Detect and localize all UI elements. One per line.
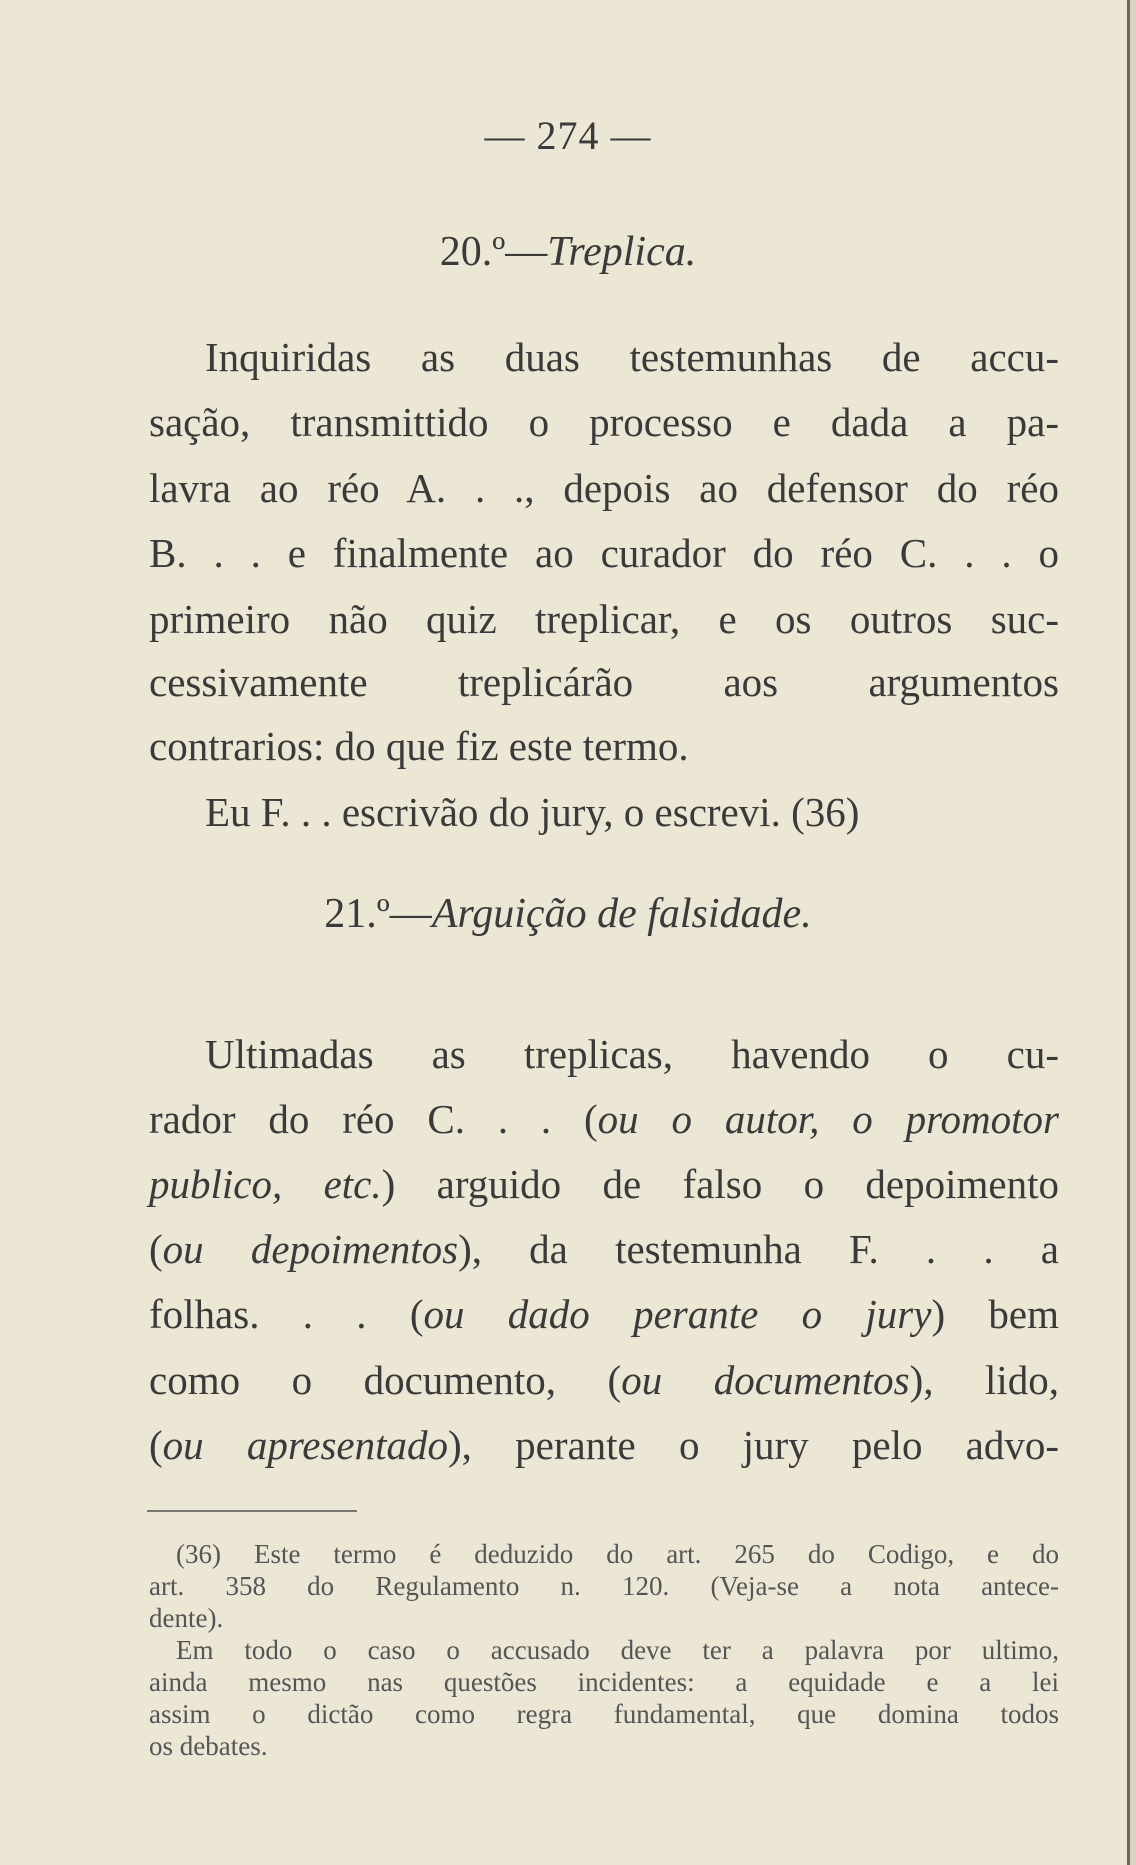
text-line <box>149 1350 1059 1410</box>
text-line <box>149 1415 1059 1475</box>
text-run: ), lido, <box>909 1357 1060 1403</box>
text-line <box>205 782 1059 842</box>
italic-text: publico, etc. <box>149 1161 382 1207</box>
text-run: ), da testemunha F. . . a <box>458 1226 1059 1272</box>
text-run: 20.º— <box>439 229 548 275</box>
text-run: Eu F. . . escrivão do jury, o escrevi. (36) <box>205 789 860 835</box>
italic-text: ou dado perante o jury <box>423 1291 932 1337</box>
text-line <box>205 1024 1059 1084</box>
text-run: Inquiridas as duas testemunhas de accu- <box>205 334 1059 380</box>
text-run: Ultimadas as treplicas, havendo o cu- <box>205 1031 1059 1077</box>
footnote-line: dente). <box>149 1603 224 1633</box>
text-line <box>149 652 1059 712</box>
text-line <box>149 458 1059 518</box>
footnote-line: assim o dictão como regra fundamental, que domina todos <box>149 1699 1059 1729</box>
italic-text: Arguição de falsidade. <box>431 891 812 937</box>
footnote-line: Em todo o caso o accusado deve ter a palavra por ultimo, <box>176 1635 1059 1665</box>
footnote-rule <box>147 1510 357 1512</box>
text-run: ( <box>149 1226 163 1272</box>
text-run: rador do réo C. . . ( <box>149 1096 598 1142</box>
text-run: ), perante o jury pelo advo- <box>448 1422 1059 1468</box>
italic-text: ou depoimentos <box>162 1226 459 1272</box>
text-run: ) arguido de falso o depoimento <box>381 1161 1059 1207</box>
page-number: — 274 — <box>484 113 652 158</box>
text-line <box>149 1284 1059 1344</box>
italic-text: ou apresentado <box>162 1422 449 1468</box>
text-run: como o documento, ( <box>149 1357 622 1403</box>
footnote-line: os debates. <box>149 1731 268 1761</box>
text-run: folhas. . . ( <box>149 1291 424 1337</box>
footnote-line: art. 358 do Regulamento n. 120. (Veja-se a nota antece- <box>149 1571 1059 1601</box>
text-run: ) bem <box>931 1291 1059 1337</box>
text-line <box>149 1089 1059 1149</box>
text-line <box>149 1219 1059 1279</box>
text-run: lavra ao réo A. . ., depois ao defensor do réo <box>149 465 1059 511</box>
italic-text: ou o autor, o promotor <box>597 1096 1059 1142</box>
text-run: sação, transmittido o processo e dada a pa- <box>149 399 1059 445</box>
section-heading <box>0 228 1136 276</box>
text-line <box>149 716 1059 776</box>
text-run: 21.º— <box>324 891 432 937</box>
footnote-line: ainda mesmo nas questões incidentes: a equidade e a lei <box>149 1667 1059 1697</box>
text-line <box>149 392 1059 452</box>
italic-text: Treplica. <box>547 229 697 275</box>
text-line <box>149 1154 1059 1214</box>
text-run: contrarios: do que fiz este termo. <box>149 723 689 769</box>
text-line <box>205 327 1059 387</box>
section-heading <box>0 890 1136 938</box>
text-line <box>149 589 1059 649</box>
italic-text: ou documentos <box>621 1357 910 1403</box>
text-line <box>149 523 1059 583</box>
text-run: B. . . e finalmente ao curador do réo C. . . o <box>149 530 1059 576</box>
text-run: primeiro não quiz treplicar, e os outros suc- <box>149 596 1059 642</box>
text-run: ( <box>149 1422 163 1468</box>
text-run: cessivamente treplicárão aos argumentos <box>149 659 1059 705</box>
footnote-line: (36) Este termo é deduzido do art. 265 do Codigo, e do <box>176 1539 1059 1569</box>
